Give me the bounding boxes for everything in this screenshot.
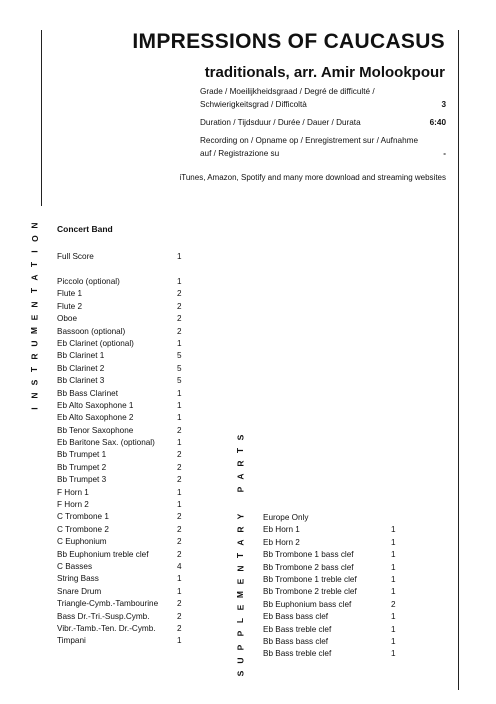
part-quantity: 1 — [177, 277, 182, 286]
part-name: Bb Bass treble clef — [263, 649, 332, 659]
part-quantity: 1 — [391, 587, 396, 597]
vertical-heading-letter: S — [235, 434, 246, 441]
part-quantity: 2 — [177, 289, 182, 299]
vertical-heading-letter: E — [235, 604, 246, 611]
part-row — [57, 462, 187, 474]
part-quantity: 2 — [177, 549, 182, 559]
part-name: Bb Trombone 2 treble clef — [263, 587, 357, 597]
part-quantity: 1 — [391, 537, 396, 547]
part-name: Eb Bass treble clef — [263, 624, 332, 634]
part-row — [57, 276, 187, 288]
part-row — [263, 574, 403, 586]
vertical-heading-letter: N — [29, 392, 40, 399]
vertical-heading-letter: N — [29, 222, 40, 229]
part-quantity: 5 — [177, 376, 182, 386]
part-quantity: 1 — [177, 388, 182, 398]
part-name: Piccolo (optional) — [57, 277, 120, 286]
part-row — [57, 611, 187, 623]
part-name: Bb Trumpet 3 — [57, 475, 107, 485]
vertical-heading-letter — [234, 502, 247, 504]
part-name: Europe Only — [263, 513, 309, 522]
part-quantity: 1 — [177, 413, 182, 423]
vertical-heading-letter: O — [29, 235, 40, 242]
part-quantity: 1 — [177, 586, 182, 596]
vertical-heading-letter: S — [235, 670, 246, 677]
part-name: Eb Horn 1 — [263, 525, 300, 535]
part-name: Eb Clarinet (optional) — [57, 338, 134, 348]
arranger-subtitle: traditionals, arr. Amir Molookpour — [204, 64, 445, 81]
part-name: F Horn 2 — [57, 500, 89, 510]
recording-value: - — [443, 148, 446, 158]
part-quantity: 1 — [391, 550, 396, 560]
part-quantity: 2 — [177, 425, 182, 435]
part-row — [57, 635, 187, 647]
part-row — [57, 375, 187, 387]
part-row — [263, 562, 403, 574]
part-quantity: 1 — [177, 338, 182, 348]
duration-block — [200, 117, 446, 130]
vertical-heading-letter: S — [29, 379, 40, 386]
part-quantity: 2 — [177, 301, 182, 311]
part-name: Bb Euphonium treble clef — [57, 549, 149, 559]
vertical-heading-letter: I — [29, 407, 40, 411]
part-name: Bb Trumpet 2 — [57, 462, 107, 472]
part-name: Bb Clarinet 1 — [57, 351, 105, 361]
vertical-heading-letter: A — [235, 473, 246, 480]
grade-label: Grade / Moeilijkheidsgraad / Degré de difficulté / Schwierigkeitsgrad / Difficoltà — [200, 87, 375, 109]
part-row — [57, 400, 187, 412]
part-name: Bb Trombone 2 bass clef — [263, 562, 354, 572]
left-divider-line — [41, 30, 42, 206]
part-name: Bass Dr.-Tri.-Susp.Cymb. — [57, 611, 150, 621]
part-quantity: 2 — [391, 599, 396, 609]
vertical-heading-letter: E — [235, 578, 246, 585]
part-name: Bb Clarinet 2 — [57, 363, 105, 373]
part-quantity: 2 — [177, 623, 182, 633]
recording-block — [200, 135, 446, 160]
part-quantity: 1 — [391, 525, 396, 535]
vertical-heading-letter: T — [235, 448, 246, 454]
part-row — [57, 388, 187, 400]
part-name: F Horn 1 — [57, 487, 89, 497]
part-row — [57, 301, 187, 313]
part-name: Oboe — [57, 314, 78, 324]
duration-value: 6:40 — [429, 118, 446, 127]
part-row — [263, 512, 403, 524]
part-quantity: 1 — [177, 636, 182, 646]
part-quantity: 2 — [177, 314, 182, 324]
vertical-heading-letter: N — [29, 301, 40, 308]
part-row — [263, 524, 403, 536]
part-quantity: 5 — [177, 363, 182, 373]
part-name: Eb Baritone Sax. (optional) — [57, 438, 155, 448]
part-row — [263, 636, 403, 648]
instrumentation-vertical-heading — [29, 219, 41, 415]
vertical-heading-letter: R — [235, 460, 246, 467]
part-row — [57, 412, 187, 424]
part-row — [57, 363, 187, 375]
part-row — [57, 474, 187, 486]
part-name: C Trombone 1 — [57, 512, 109, 522]
part-quantity: 1 — [177, 438, 182, 448]
page-title: IMPRESSIONS OF CAUCASUS — [132, 30, 445, 53]
part-name: Bb Bass bass clef — [263, 636, 329, 646]
streaming-sites-note: iTunes, Amazon, Spotify and many more download and streaming websites — [179, 173, 446, 182]
vertical-heading-letter: L — [235, 618, 246, 624]
part-name: Bb Tenor Saxophone — [57, 425, 134, 435]
part-name: Snare Drum — [57, 586, 102, 596]
part-name: C Trombone 2 — [57, 524, 109, 534]
vertical-heading-letter: U — [235, 657, 246, 664]
vertical-heading-letter: T — [29, 262, 40, 268]
part-row — [57, 487, 187, 499]
part-row — [57, 313, 187, 325]
part-quantity: 1 — [391, 624, 396, 634]
part-name: Bb Trumpet 1 — [57, 450, 107, 460]
part-quantity: 1 — [177, 400, 182, 410]
part-quantity: 1 — [177, 487, 182, 497]
part-row — [263, 611, 403, 623]
part-name: Bb Trombone 1 bass clef — [263, 550, 354, 560]
vertical-heading-letter: T — [235, 552, 246, 558]
part-quantity: 2 — [177, 599, 182, 609]
part-row — [57, 524, 187, 536]
vertical-heading-letter: P — [235, 631, 246, 637]
grade-block — [200, 86, 446, 111]
vertical-heading-letter: R — [29, 353, 40, 360]
part-quantity: 1 — [177, 252, 182, 261]
vertical-heading-letter: A — [235, 539, 246, 546]
part-quantity: 5 — [177, 351, 182, 361]
part-row — [57, 425, 187, 437]
instrument-parts-list — [57, 276, 187, 648]
part-row — [263, 599, 403, 611]
part-row — [57, 350, 187, 362]
part-quantity: 1 — [391, 562, 396, 572]
part-name: Flute 1 — [57, 289, 83, 299]
vertical-heading-letter: T — [29, 288, 40, 294]
part-name: C Euphonium — [57, 537, 107, 547]
concert-band-heading: Concert Band — [57, 224, 113, 234]
part-row — [263, 648, 403, 660]
vertical-heading-letter: Y — [235, 513, 246, 519]
part-row — [263, 586, 403, 598]
part-name: Bassoon (optional) — [57, 326, 126, 336]
part-quantity: 1 — [391, 612, 396, 622]
part-row — [263, 624, 403, 636]
part-quantity: 4 — [177, 561, 182, 571]
part-name: String Bass — [57, 574, 99, 584]
part-quantity: 2 — [177, 326, 182, 336]
part-quantity: 2 — [177, 475, 182, 485]
part-quantity: 2 — [177, 537, 182, 547]
part-name: Bb Clarinet 3 — [57, 376, 105, 386]
part-row — [57, 326, 187, 338]
part-name: Eb Horn 2 — [263, 537, 300, 547]
part-row — [57, 598, 187, 610]
part-name: Bb Euphonium bass clef — [263, 599, 352, 609]
vertical-heading-letter: E — [29, 314, 40, 321]
part-row — [57, 437, 187, 449]
vertical-heading-letter: I — [29, 250, 40, 253]
part-quantity: 2 — [177, 611, 182, 621]
part-row — [57, 251, 187, 263]
part-name: Vibr.-Tamb.-Ten. Dr.-Cymb. — [57, 623, 156, 633]
part-row — [263, 549, 403, 561]
vertical-heading-letter: M — [235, 591, 246, 599]
supplementary-parts-vertical-heading — [235, 431, 247, 680]
part-quantity: 2 — [177, 450, 182, 460]
vertical-heading-letter: U — [29, 340, 40, 347]
part-row — [57, 511, 187, 523]
part-name: Eb Alto Saxophone 1 — [57, 400, 134, 410]
part-row — [57, 549, 187, 561]
duration-label: Duration / Tijdsduur / Durée / Dauer / Durata — [200, 118, 361, 127]
vertical-heading-letter: P — [235, 487, 246, 493]
part-row — [57, 623, 187, 635]
part-row — [57, 338, 187, 350]
vertical-heading-letter: R — [235, 526, 246, 533]
part-quantity: 2 — [177, 512, 182, 522]
part-name: Timpani — [57, 636, 86, 646]
part-name: Eb Bass bass clef — [263, 612, 329, 622]
vertical-heading-letter: N — [235, 565, 246, 572]
part-row — [57, 536, 187, 548]
part-name: C Basses — [57, 561, 93, 571]
part-quantity: 2 — [177, 524, 182, 534]
part-name: Flute 2 — [57, 301, 83, 311]
part-name: Bb Bass Clarinet — [57, 388, 118, 398]
part-quantity: 1 — [391, 574, 396, 584]
part-quantity: 2 — [177, 462, 182, 472]
part-row — [57, 499, 187, 511]
vertical-heading-letter: T — [29, 366, 40, 373]
part-quantity: 1 — [391, 649, 396, 659]
part-name: Triangle-Cymb.-Tambourine — [57, 599, 159, 609]
part-name: Bb Trombone 1 treble clef — [263, 574, 357, 584]
part-quantity: 1 — [391, 636, 396, 646]
vertical-heading-letter: M — [29, 326, 40, 334]
part-row — [57, 573, 187, 585]
part-row — [57, 288, 187, 300]
part-quantity: 1 — [177, 574, 182, 584]
part-name: Eb Alto Saxophone 2 — [57, 413, 134, 423]
right-divider-line — [458, 30, 459, 690]
part-row — [57, 561, 187, 573]
part-quantity: 1 — [177, 500, 182, 510]
full-score-list — [57, 251, 187, 263]
part-row — [263, 537, 403, 549]
part-name: Full Score — [57, 252, 94, 261]
part-row — [57, 449, 187, 461]
part-row — [57, 586, 187, 598]
grade-value: 3 — [441, 99, 446, 109]
supplementary-parts-list — [263, 512, 403, 661]
recording-label: Recording on / Opname op / Enregistrement sur / Aufnahme auf / Registrazione su — [200, 136, 418, 158]
vertical-heading-letter: A — [29, 274, 40, 281]
vertical-heading-letter: P — [235, 644, 246, 650]
